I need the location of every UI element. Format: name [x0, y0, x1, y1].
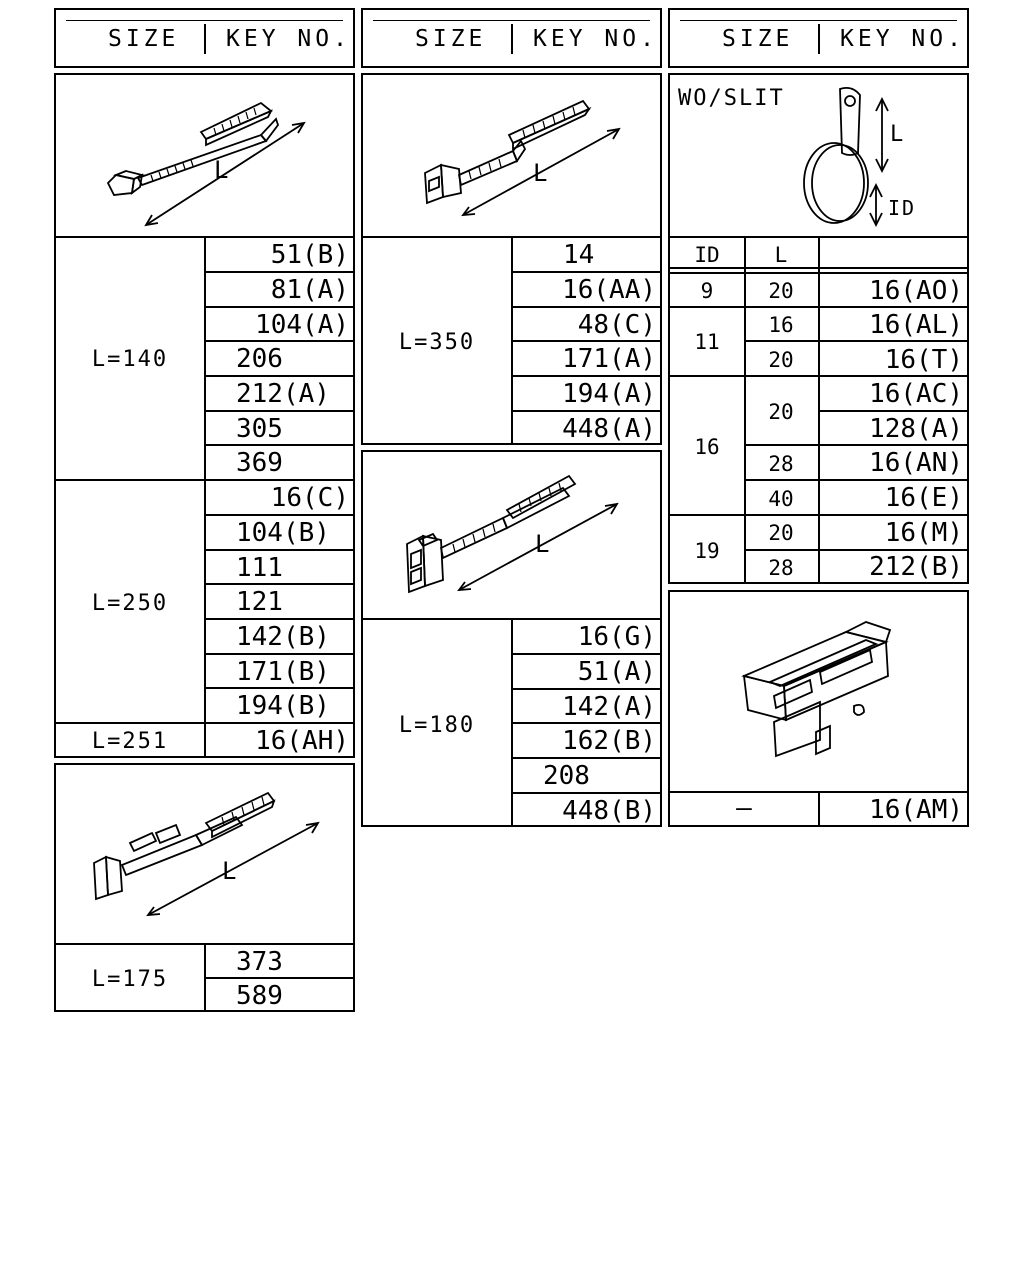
- divider: [744, 479, 967, 481]
- l-cell: 28: [768, 556, 794, 580]
- clamp-illustration: [670, 75, 967, 235]
- key-cell: 212(B): [869, 552, 963, 582]
- l-cell: 20: [768, 348, 794, 372]
- divider: [511, 271, 660, 273]
- key-cell: 104(A): [255, 310, 349, 340]
- divider: [204, 340, 353, 342]
- dimension-label: L: [222, 857, 237, 885]
- col2-l350-table: [361, 73, 662, 445]
- cable-tie-double-head-illustration: [363, 452, 660, 618]
- col2-l180-table: [361, 450, 662, 827]
- header-size: SIZE: [722, 26, 794, 52]
- clip-illustration: [670, 592, 967, 792]
- divider: [511, 375, 660, 377]
- id-cell: 9: [700, 279, 714, 303]
- size-l175: L=175: [91, 967, 169, 992]
- key-cell: 16(G): [577, 622, 656, 652]
- key-cell: 81(A): [270, 275, 349, 305]
- key-cell: 194(B): [236, 691, 330, 721]
- key-cell: 206: [236, 344, 283, 374]
- cable-tie-mount-illustration: [56, 765, 353, 943]
- divider: [204, 977, 353, 979]
- divider: [670, 375, 967, 377]
- header-rule: [680, 20, 957, 21]
- size-l140: L=140: [91, 347, 169, 372]
- header-rule: [373, 20, 650, 21]
- key-cell: 194(A): [562, 379, 656, 409]
- cable-tie-illustration: [56, 75, 353, 235]
- key-cell: 16(AC): [869, 379, 963, 409]
- size-l350: L=350: [398, 330, 476, 355]
- key-cell: 142(B): [236, 622, 330, 652]
- divider: [511, 792, 660, 794]
- clip-size-cell: —: [736, 793, 752, 823]
- cable-tie-long-illustration: [363, 75, 660, 235]
- key-cell: 171(B): [236, 657, 330, 687]
- divider: [511, 340, 660, 342]
- divider: [511, 688, 660, 690]
- divider: [204, 687, 353, 689]
- key-cell: 142(A): [562, 692, 656, 722]
- divider: [670, 267, 967, 269]
- divider: [670, 306, 967, 308]
- key-cell: 16(AA): [562, 275, 656, 305]
- header-size: SIZE: [108, 26, 180, 52]
- key-cell: 16(M): [884, 518, 963, 548]
- key-cell: 16(C): [270, 483, 349, 513]
- divider: [204, 271, 353, 273]
- key-cell: 111: [236, 553, 283, 583]
- divider: [818, 410, 967, 412]
- key-cell: 373: [236, 947, 283, 977]
- id-cell: 19: [694, 539, 720, 563]
- id-cell: 16: [694, 435, 720, 459]
- divider: [670, 272, 967, 274]
- key-cell: 162(B): [562, 726, 656, 756]
- key-cell: 16(AN): [869, 448, 963, 478]
- header-separator: [511, 24, 513, 54]
- key-cell: 369: [236, 448, 283, 478]
- key-cell: 121: [236, 587, 283, 617]
- l-cell: 28: [768, 452, 794, 476]
- id-column-header: ID: [694, 243, 720, 267]
- divider: [511, 722, 660, 724]
- divider: [670, 514, 967, 516]
- divider: [204, 583, 353, 585]
- divider: [511, 653, 660, 655]
- divider: [204, 375, 353, 377]
- divider: [204, 410, 353, 412]
- key-cell: 14: [563, 240, 595, 270]
- clamp-label: WO/SLIT: [678, 86, 785, 111]
- col3-clip-table: [668, 590, 969, 827]
- divider: [204, 549, 353, 551]
- dimension-l-label: L: [890, 122, 904, 147]
- divider: [204, 444, 353, 446]
- col3-clamp-table: [668, 73, 969, 584]
- divider: [204, 514, 353, 516]
- l-cell: 20: [768, 279, 794, 303]
- header-col3: [668, 8, 969, 68]
- key-cell: 128(A): [869, 414, 963, 444]
- key-cell: 51(A): [577, 657, 656, 687]
- key-cell: 48(C): [577, 310, 656, 340]
- header-rule: [66, 20, 343, 21]
- header-separator: [204, 24, 206, 54]
- divider: [204, 618, 353, 620]
- key-cell: 171(A): [562, 344, 656, 374]
- header-size: SIZE: [415, 26, 487, 52]
- header-key-no: KEY NO.: [840, 26, 965, 52]
- l-column-header: L: [774, 243, 788, 267]
- l-cell: 16: [768, 313, 794, 337]
- dimension-label: L: [533, 159, 548, 187]
- divider: [204, 306, 353, 308]
- key-cell: 16(AL): [869, 310, 963, 340]
- divider: [511, 757, 660, 759]
- key-cell: 16(AH): [255, 726, 349, 756]
- header-key-no: KEY NO.: [533, 26, 658, 52]
- key-cell: 448(A): [562, 414, 656, 444]
- col1-l175-table: [54, 763, 355, 1012]
- key-cell: 208: [543, 761, 590, 791]
- divider: [511, 306, 660, 308]
- key-cell: 16(AM): [869, 795, 963, 825]
- key-cell: 51(B): [270, 240, 349, 270]
- l-cell: 20: [768, 400, 794, 424]
- l-cell: 20: [768, 521, 794, 545]
- size-l251: L=251: [91, 729, 169, 754]
- key-cell: 448(B): [562, 796, 656, 826]
- key-cell: 104(B): [236, 518, 330, 548]
- divider: [56, 479, 353, 481]
- size-l180: L=180: [398, 713, 476, 738]
- dimension-id-label: ID: [888, 196, 917, 220]
- key-cell: 589: [236, 981, 283, 1011]
- dimension-label: L: [214, 156, 229, 184]
- divider: [56, 722, 353, 724]
- col1-main-table: [54, 73, 355, 758]
- divider: [204, 653, 353, 655]
- divider: [511, 410, 660, 412]
- header-separator: [818, 24, 820, 54]
- header-col1: [54, 8, 355, 68]
- key-cell: 305: [236, 414, 283, 444]
- divider: [744, 340, 967, 342]
- divider: [744, 444, 967, 446]
- id-cell: 11: [694, 330, 720, 354]
- key-cell: 16(E): [884, 483, 963, 513]
- key-cell: 16(AO): [869, 276, 963, 306]
- dimension-label: L: [535, 530, 550, 558]
- size-l250: L=250: [91, 591, 169, 616]
- l-cell: 40: [768, 487, 794, 511]
- key-cell: 16(T): [884, 345, 963, 375]
- header-key-no: KEY NO.: [226, 26, 351, 52]
- key-cell: 212(A): [236, 379, 330, 409]
- divider: [744, 549, 967, 551]
- header-col2: [361, 8, 662, 68]
